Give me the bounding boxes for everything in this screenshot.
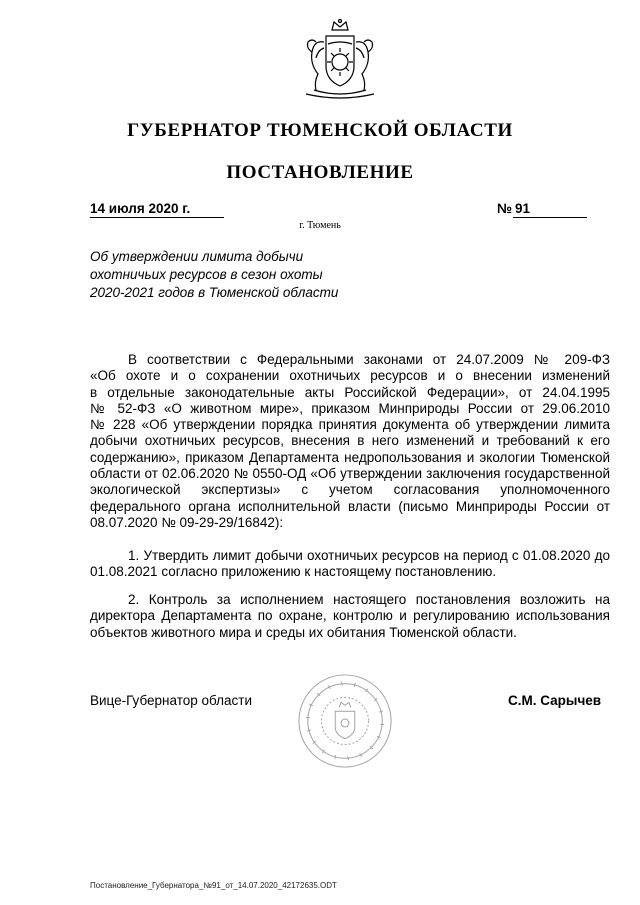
- city: г. Тюмень: [299, 220, 341, 231]
- text-line: добычи охотничьих ресурсов, внесения в него изменений и требований к его: [90, 433, 610, 449]
- text-line: В соответствии с Федеральными законами от 24.07.2009 № 209-ФЗ: [128, 352, 610, 367]
- signer-position: Вице-Губернатор области: [90, 693, 252, 708]
- text-line: 08.07.2020 № 09-29-29/16842):: [90, 514, 284, 530]
- text-line: 01.08.2021 согласно приложению к настоящему постановлению.: [90, 564, 497, 580]
- text-line: экологической экспертизы» с учетом согласования уполномоченного: [90, 482, 610, 498]
- text-line: содержанию», приказом Департамента недропользования и экологии Тюменской: [90, 449, 610, 465]
- number-label: №: [497, 201, 513, 216]
- text-line: в отдельные законодательные акты Российской Федерации», от 24.04.1995: [90, 384, 610, 400]
- preamble-paragraph: [90, 352, 610, 531]
- subject-line: Об утверждении лимита добычи: [90, 249, 304, 264]
- subject-line: охотничьих ресурсов в сезон охоты: [90, 267, 323, 282]
- coat-of-arms-icon: [296, 18, 384, 106]
- text-line: 1. Утвердить лимит добычи охотничьих ресурсов на период с 01.08.2020 до: [128, 548, 610, 563]
- text-line: № 228 «Об утверждении порядка принятия документа об утверждении лимита: [90, 417, 610, 433]
- text-line: № 52-ФЗ «О животном мире», приказом Минприроды России от 29.06.2010: [90, 400, 610, 416]
- text-line: «Об охоте и о сохранении охотничьих ресурсов и о внесении изменений: [90, 368, 610, 384]
- signer-name: С.М. Сарычев: [508, 693, 602, 708]
- document-date: 14 июля 2020 г.: [90, 201, 224, 218]
- official-seal-icon: [296, 672, 394, 770]
- document-type: ПОСТАНОВЛЕНИЕ: [226, 162, 414, 183]
- document-subject: [90, 248, 380, 302]
- text-line: 2. Контроль за исполнением настоящего постановления возложить на: [128, 592, 610, 607]
- governor-title: ГУБЕРНАТОР ТЮМЕНСКОЙ ОБЛАСТИ: [127, 120, 513, 141]
- number-value: 91: [513, 201, 587, 218]
- text-line: области от 02.06.2020 № 0550-ОД «Об утверждении заключения государственной: [90, 466, 610, 482]
- document-number: [497, 201, 589, 218]
- clause-1: [90, 548, 610, 581]
- text-line: директора Департамента по охране, контролю и регулированию использования: [90, 608, 610, 624]
- file-footer: Постановление_Губернатора_№91_от_14.07.2020_42172635.ODT: [90, 881, 337, 890]
- subject-line: 2020-2021 годов в Тюменской области: [90, 285, 339, 300]
- text-line: объектов животного мира и среды их обитания Тюменской области.: [90, 624, 517, 640]
- text-line: федерального органа исполнительной власти (письмо Минприроды России от: [90, 498, 610, 514]
- clause-2: [90, 592, 610, 641]
